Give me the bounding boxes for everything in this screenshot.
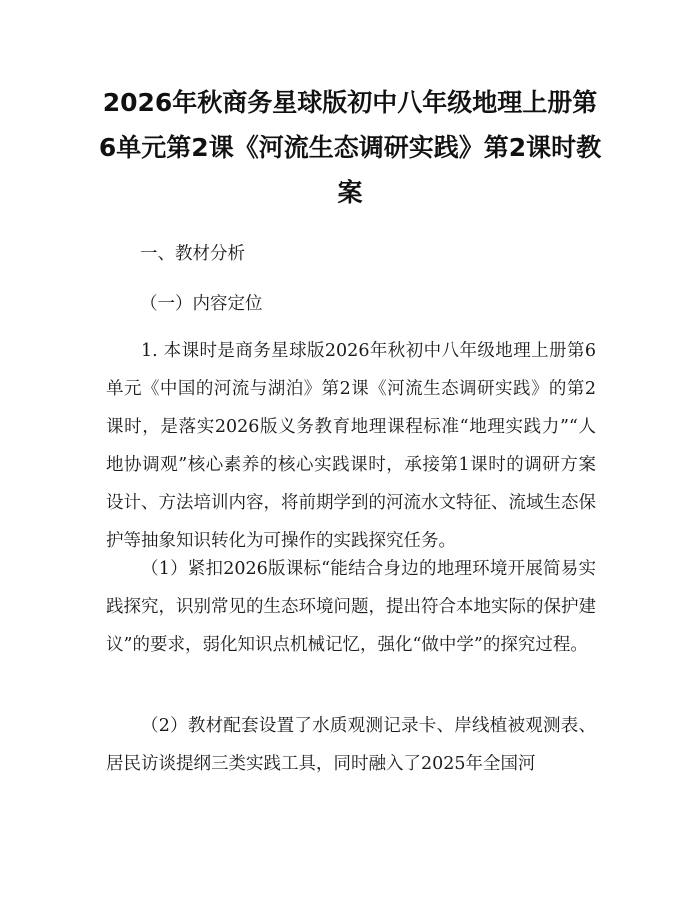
section-heading: 一、教材分析	[140, 244, 245, 264]
paragraph-1: 1. 本课时是商务星球版2026年秋初中八年级地理上册第6单元《中国的河流与湖泊》第2课《河流生态调研实践》的第2课时，是落实2026版义务教育地理课程标准“地理实践力”“人地协调观”核心素养的核心实践课时，承接第1课时的调研方案设计、方法培训内容，将前期学到的河流水文特征、流域生态保护等抽象知识转化为可操作的实践探究任务。	[106, 341, 596, 551]
paragraph-3: （2）教材配套设置了水质观测记录卡、岸线植被观测表、居民访谈提纲三类实践工具，同时融入了2025年全国河	[106, 716, 596, 774]
subsection-heading: （一）内容定位	[140, 294, 263, 314]
document-title: 2026年秋商务星球版初中八年级地理上册第6单元第2课《河流生态调研实践》第2课时教案	[98, 88, 602, 207]
paragraph-2: （1）紧扣2026版课标“能结合身边的地理环境开展简易实践探究，识别常见的生态环境问题，提出符合本地实际的保护建议”的要求，弱化知识点机械记忆，强化“做中学”的探究过程。	[106, 559, 596, 655]
